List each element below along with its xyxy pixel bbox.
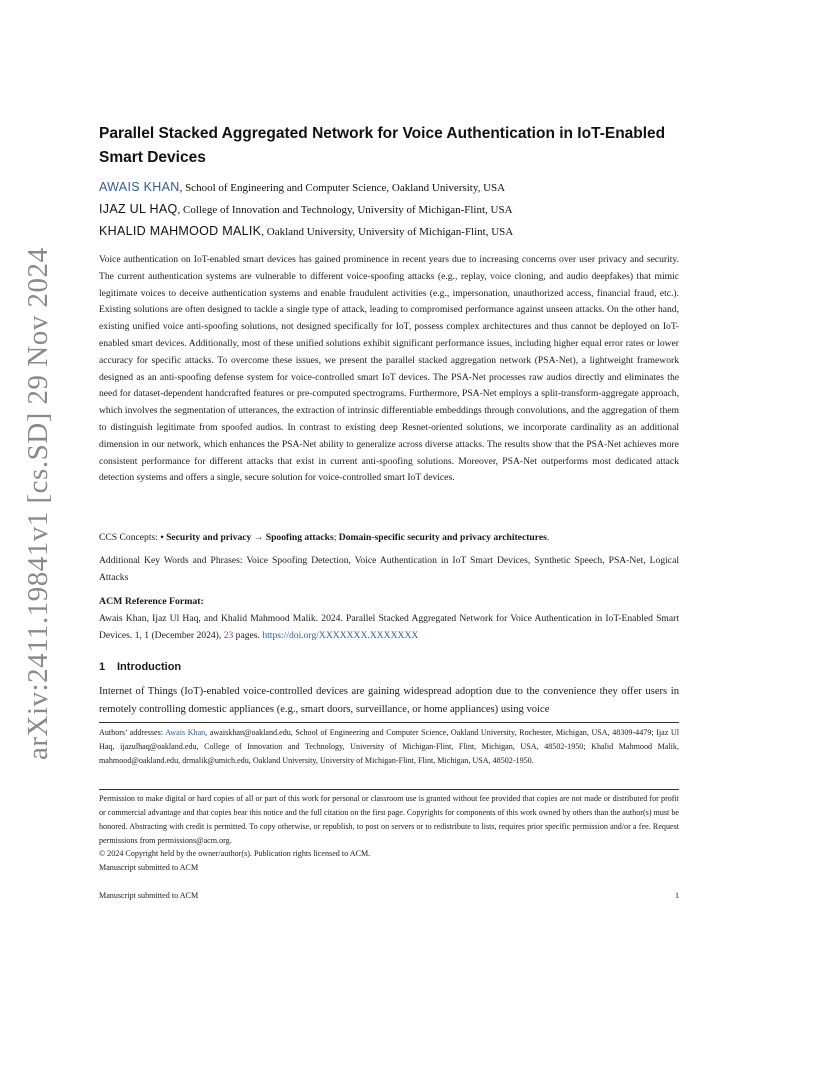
page-footer-label: Manuscript submitted to ACM [99, 891, 199, 900]
author-line-1 [99, 180, 505, 194]
ccs-concepts [99, 530, 679, 547]
ccs-end: . [546, 532, 550, 543]
copyright-notice: © 2024 Copyright held by the owner/author(s). Publication rights licensed to ACM. [99, 849, 371, 858]
arxiv-identifier: arXiv:2411.19841v1 [cs.SD] 29 Nov 2024 [22, 247, 54, 760]
author-affiliation: , Oakland University, University of Michigan-Flint, USA [261, 226, 514, 238]
reference-heading: ACM Reference Format: [99, 596, 204, 607]
pages-link[interactable]: 23 [223, 629, 234, 641]
introduction-text: Internet of Things (IoT)-enabled voice-controlled devices are gaining widespread adoption due to the convenience they offer users in remotely controlling domestic appliances (e.g., smart doors, surveillance, or home appliances) using voice [99, 686, 679, 715]
permission-divider [99, 789, 679, 790]
section-number: 1 [99, 661, 106, 673]
ccs-separator: ; [333, 532, 339, 543]
author-name: KHALID MAHMOOD MALIK [99, 224, 262, 238]
ccs-label: CCS Concepts: [99, 532, 161, 543]
abstract: Voice authentication on IoT-enabled smart devices has gained prominence in recent years due to increasing concerns over user privacy and security. The current authentication systems are vulnerable to different voice-spoofing attacks (e.g., replay, voice cloning, and audio deepfakes) that mimic legitimate voices to deceive authentication systems and enable fraudulent activities (e.g., impersonation, unauthorized access, financial fraud, etc.). Existing solutions are often designed to tackle a single type of attack, leading to compromised performance against unseen attacks. On the other hand, existing unified voice anti-spoofing solutions, not designed specifically for IoT, possess complex architectures and thus cannot be deployed on IoT-enabled smart devices. Additionally, most of these unified solutions exhibit significant performance issues, including higher equal error rates or lower accuracy for specific attacks. To overcome these issues, we present the parallel stacked aggregation network (PSA-Net), a lightweight framework designed as an anti-spoofing defense system for voice-controlled smart IoT devices. The PSA-Net processes raw audios directly and eliminates the need for dataset-dependent handcrafted features or pre-computed spectrograms. Furthermore, PSA-Net employs a split-transform-aggregate approach, which involves the segmentation of utterances, the extraction of intrinsic differentiable embeddings through convolutions, and the aggregation of them to distinguish legitimate from spoofed audios. In contrast to existing deep Resnet-oriented solutions, we incorporate cardinality as an additional dimension in our network, which enhances the PSA-Net ability to generalize across diverse attacks. The results show that the PSA-Net achieves more consistent performance for different attacks that exist in current anti-spoofing solutions. Moreover, PSA-Net outperforms most dedicated attack detection systems and offers a single, secure solution for voice-controlled smart IoT devices. [99, 254, 679, 484]
author-line-3 [99, 224, 513, 238]
reference-text: Awais Khan, Ijaz Ul Haq, and Khalid Mahmood Malik. 2024. Parallel Stacked Aggregated Network for Voice Authentication in IoT-Enabled Smart Devices. 1, 1 (December 2024), [99, 613, 679, 641]
ccs-concept: Security and privacy [166, 532, 252, 543]
addresses-prefix: Authors’ addresses: [99, 728, 166, 737]
reference-text: pages. [233, 629, 263, 641]
authors-addresses [99, 726, 679, 768]
addresses-text: , awaiskhan@oakland.edu, School of Engineering and Computer Science, Oakland University, Rochester, Michigan, USA, 48309-4479; Ijaz Ul Haq, ijazulhaq@oakland.edu, College of Innovation and Technology, University of Michigan-Flint, Flint, Michigan, USA, 48502-1950; Khalid Mahmood Malik, mahmood@oakland.edu, drmalik@umich.edu, Oakland University, University of Michigan-Flint, Flint, Michigan, USA, 48502-1950. [99, 728, 679, 765]
section-heading [99, 661, 181, 673]
author-affiliation: , School of Engineering and Computer Science, Oakland University, USA [179, 182, 506, 194]
paper-title: Parallel Stacked Aggregated Network for Voice Authentication in IoT-Enabled Smart Devices [99, 125, 666, 166]
ccs-concept: Domain-specific security and privacy architectures [338, 532, 547, 543]
author-line-2 [99, 202, 513, 216]
keywords: Additional Key Words and Phrases: Voice Spoofing Detection, Voice Authentication in IoT Smart Devices, Synthetic Speech, PSA-Net, Logical Attacks [99, 555, 679, 583]
ccs-bullet: • [160, 532, 167, 543]
permission-notice: Permission to make digital or hard copies of all or part of this work for personal or classroom use is granted without fee provided that copies are not made or distributed for profit or commercial advantage and that copies bear this notice and the full citation on the first page. Copyrights for components of this work owned by others than the author(s) must be honored. Abstracting with credit is permitted. To copy otherwise, or republish, to post on servers or to redistribute to lists, requires prior specific permission and/or a fee. Request permissions from permissions@acm.org. [99, 794, 679, 845]
section-title: Introduction [117, 661, 182, 673]
page-number: 1 [674, 891, 679, 900]
footnote-divider [99, 722, 679, 723]
author-link[interactable]: Awais Khan [165, 728, 206, 737]
author-affiliation: , College of Innovation and Technology, University of Michigan-Flint, USA [177, 204, 513, 216]
author-name: IJAZ UL HAQ [99, 202, 178, 216]
doi-link[interactable]: https://doi.org/XXXXXXX.XXXXXXX [262, 629, 419, 641]
reference-format [99, 611, 679, 645]
author-name-link[interactable]: AWAIS KHAN [99, 180, 180, 194]
ccs-concept: Spoofing attacks [265, 532, 334, 543]
manuscript-note: Manuscript submitted to ACM [99, 863, 199, 872]
arrow-icon: → [251, 532, 266, 543]
